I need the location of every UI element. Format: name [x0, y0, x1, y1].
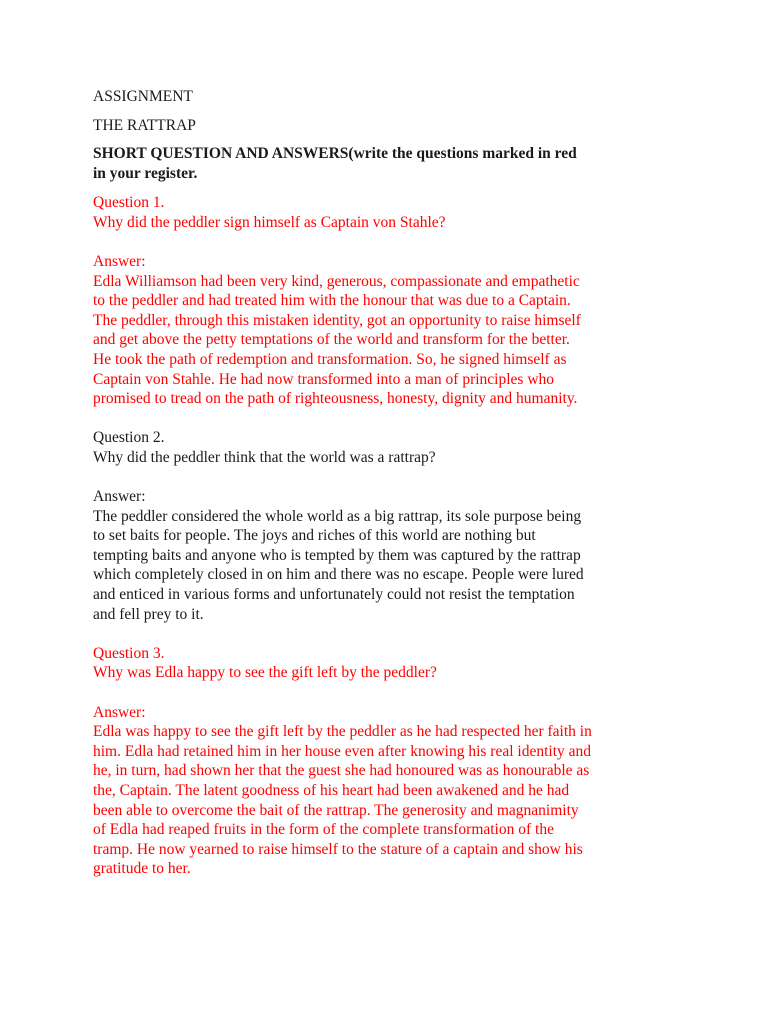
instruction-line: in your register. — [93, 165, 198, 183]
question-3-label: Question 3. — [93, 644, 165, 662]
question-1-label: Question 1. — [93, 194, 165, 212]
question-2-label: Question 2. — [93, 429, 165, 447]
document-body — [93, 87, 693, 879]
answer-2-line: to set baits for people. The joys and riches of this world are nothing but — [93, 527, 536, 545]
answer-3-line: of Edla had reaped fruits in the form of the complete transformation of the — [93, 821, 554, 839]
answer-2-line: tempting baits and anyone who is tempted by them was captured by the rattrap — [93, 546, 581, 564]
answer-3-line: been able to overcome the bait of the rattrap. The generosity and magnanimity — [93, 801, 579, 819]
answer-1-line: Captain von Stahle. He had now transformed into a man of principles who — [93, 370, 555, 388]
answer-2-line: which completely closed in on him and there was no escape. People were lured — [93, 566, 584, 584]
question-2-block — [93, 428, 693, 467]
assignment-heading: ASSIGNMENT — [93, 88, 193, 105]
answer-3-line: gratitude to her. — [93, 860, 191, 878]
answer-2-line: The peddler considered the whole world as a big rattrap, its sole purpose being — [93, 507, 582, 525]
answer-1-block — [93, 252, 693, 409]
answer-3-line: Edla was happy to see the gift left by the peddler as he had respected her faith in — [93, 723, 592, 741]
instruction-block — [93, 144, 693, 184]
answer-3-line: he, in turn, had shown her that the guest she had honoured was as honourable as — [93, 762, 590, 780]
answer-3-line: tramp. He now yearned to raise himself to the stature of a captain and show his — [93, 840, 583, 858]
answer-1-line: Edla Williamson had been very kind, generous, compassionate and empathetic — [93, 272, 580, 290]
question-1-block — [93, 193, 693, 232]
question-1-text: Why did the peddler sign himself as Captain von Stahle? — [93, 213, 446, 231]
question-3-text: Why was Edla happy to see the gift left by the peddler? — [93, 664, 437, 682]
answer-2-line: and fell prey to it. — [93, 605, 204, 623]
answer-3-line: him. Edla had retained him in her house even after knowing his real identity and — [93, 742, 592, 760]
question-2-text: Why did the peddler think that the world was a rattrap? — [93, 448, 436, 466]
instruction-line: SHORT QUESTION AND ANSWERS(write the questions marked in red — [93, 145, 577, 163]
answer-3-line: the, Captain. The latent goodness of his heart had been awakened and he had — [93, 782, 570, 799]
answer-1-line: He took the path of redemption and transformation. So, he signed himself as — [93, 350, 567, 368]
answer-1-label: Answer: — [93, 252, 146, 270]
answer-2-label: Answer: — [93, 488, 146, 506]
answer-3-label: Answer: — [93, 703, 146, 721]
answer-3-block — [93, 703, 693, 879]
story-title: THE RATTRAP — [93, 116, 196, 134]
answer-1-line: and get above the petty temptations of the world and transform for the better. — [93, 331, 570, 349]
answer-2-block — [93, 487, 693, 624]
answer-1-line: promised to tread on the path of righteousness, honesty, dignity and humanity. — [93, 390, 578, 408]
answer-1-line: to the peddler and had treated him with the honour that was due to a Captain. — [93, 292, 571, 310]
question-3-block — [93, 644, 693, 683]
answer-2-line: and enticed in various forms and unfortunately could not resist the temptation — [93, 586, 575, 604]
answer-1-line: The peddler, through this mistaken identity, got an opportunity to raise himself — [93, 311, 581, 329]
